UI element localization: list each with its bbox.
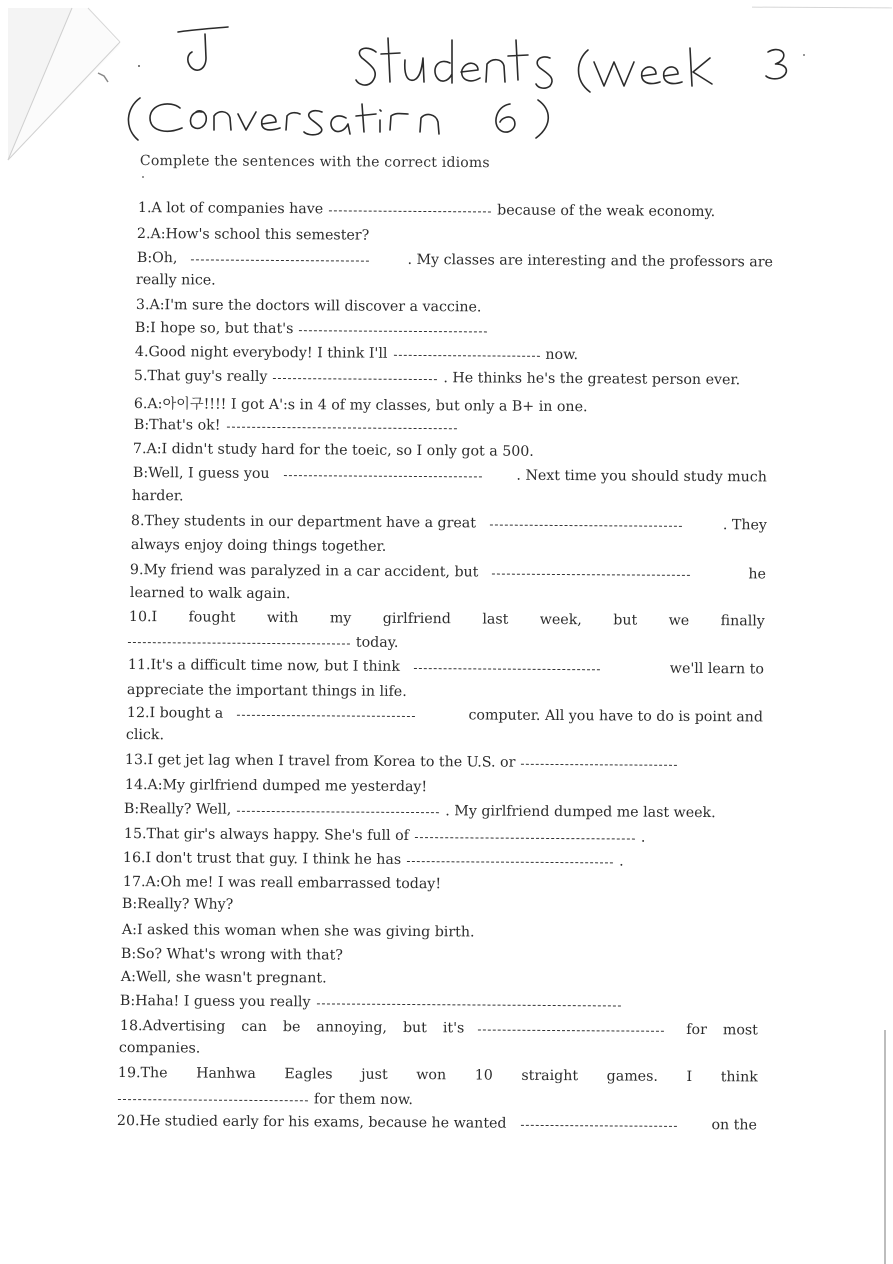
exercise-line (132, 488, 184, 504)
exercise-item-16 (123, 850, 624, 869)
exercise-item-19 (118, 1065, 758, 1085)
answer-blank[interactable] (492, 574, 690, 576)
line-text: B:So? What's wrong with that? (120, 946, 343, 964)
line-segment (117, 1113, 683, 1133)
line-text: Hanhwa (196, 1065, 256, 1082)
exercise-item-1 (138, 200, 748, 220)
exercise-item-6 (134, 393, 588, 416)
exercise-item-18 (120, 1018, 758, 1038)
answer-blank[interactable] (407, 861, 613, 863)
line-text: for (686, 1021, 707, 1039)
line-text: appreciate the important things in life. (126, 682, 407, 700)
line-text: for them now. (313, 1091, 413, 1109)
line-text: A:Well, she wasn't pregnant. (120, 969, 327, 987)
line-text: Eagles (284, 1066, 333, 1083)
line-text: really nice. (135, 272, 216, 289)
exercise-line (127, 682, 407, 700)
answer-blank[interactable] (128, 642, 350, 645)
line-text: 12.I bought a (126, 705, 224, 722)
line-text: straight (521, 1067, 579, 1085)
exercise-item-3 (136, 297, 482, 315)
exercise-item-8 (131, 513, 767, 533)
line-text: we'll learn to (669, 660, 764, 678)
line-text: . He thinks he's the greatest person ever. (443, 370, 741, 389)
line-text: last (482, 611, 509, 628)
line-text: B:I hope so, but that's (134, 320, 294, 338)
line-text: 7.A:I didn't study hard for the toeic, so I only got a 500. (132, 441, 534, 460)
exercise-line (119, 1040, 200, 1057)
answer-blank[interactable] (414, 668, 600, 670)
exercise-item-12 (127, 705, 763, 725)
line-text: 6.A:아이구!!!! I got A':s in 4 of my classes, but only a B+ in one. (133, 395, 588, 416)
line-text: 19.The (117, 1065, 168, 1082)
line-text: A:I asked this woman when she was giving birth. (121, 922, 475, 941)
line-text: . They (722, 517, 767, 534)
line-text: always enjoy doing things together. (130, 537, 387, 555)
line-text: 3.A:I'm sure the doctors will discover a vaccine. (135, 297, 482, 316)
line-text: B:Oh, (136, 250, 178, 267)
line-text: 5.That guy's really (133, 368, 268, 385)
line-text: 18.Advertising (119, 1018, 226, 1035)
line-text: companies. (118, 1040, 201, 1057)
answer-blank[interactable] (226, 427, 456, 430)
exercise-line (120, 993, 627, 1013)
line-text: finally (720, 613, 765, 630)
line-segment (137, 250, 376, 268)
line-text: but (613, 612, 638, 629)
line-text: . (619, 853, 624, 870)
line-text: B:Really? Why? (121, 896, 234, 913)
answer-blank[interactable] (329, 210, 491, 212)
exercise-line (122, 922, 475, 940)
answer-blank[interactable] (478, 1030, 664, 1032)
exercise-item-14 (125, 777, 427, 795)
line-segment (130, 562, 697, 582)
answer-blank[interactable] (237, 811, 439, 813)
exercise-line (121, 946, 343, 964)
answer-blank[interactable] (118, 1099, 308, 1101)
line-text: click. (125, 727, 165, 744)
line-text: because of the weak economy. (497, 202, 716, 221)
answer-blank[interactable] (237, 715, 415, 717)
line-text: 4.Good night everybody! I think I'll (134, 344, 388, 362)
line-text: 9.My friend was paralyzed in a car accident, but (129, 562, 479, 581)
exercise-item-20 (117, 1113, 757, 1133)
answer-blank[interactable] (393, 355, 539, 357)
line-text: 14.A:My girlfriend dumped me yesterday! (124, 777, 428, 796)
exercise-line (118, 1090, 413, 1108)
exercise-item-10 (129, 609, 765, 629)
exercise-line (133, 465, 767, 485)
line-text: fought (188, 609, 236, 626)
exercise-item-9 (130, 562, 766, 582)
line-text: 10.I (128, 609, 158, 626)
line-text: B:That's ok! (133, 417, 221, 434)
line-text: most (722, 1022, 758, 1039)
exercise-line (128, 633, 399, 651)
line-text: 8.They students in our department have a great (130, 513, 477, 532)
line-text: he (748, 566, 766, 583)
line-text: week, (539, 611, 582, 629)
instructions: Complete the sentences with the correct idioms (139, 153, 490, 172)
exercise-item-11 (128, 657, 764, 677)
exercise-item-4 (135, 344, 578, 363)
answer-blank[interactable] (490, 525, 682, 527)
line-text: my (329, 610, 352, 627)
answer-blank[interactable] (415, 837, 635, 840)
exercise-item-17 (123, 874, 441, 892)
line-text: 13.I get jet lag when I travel from Korea to the U.S. or (124, 752, 516, 771)
line-text: 15.That gir's always happy. She's full of (123, 826, 409, 844)
exercise-item-7 (133, 441, 534, 460)
answer-blank[interactable] (284, 475, 482, 477)
line-text: . (640, 829, 646, 846)
exercise-line (130, 585, 291, 602)
exercise-item-5 (134, 368, 764, 388)
line-text: 10 (474, 1067, 493, 1084)
answer-blank[interactable] (317, 1003, 621, 1006)
exercise-line (131, 537, 386, 555)
line-text: girlfriend (382, 610, 451, 628)
line-segment (133, 465, 488, 483)
exercise-line (137, 250, 773, 270)
line-text: today. (355, 634, 399, 651)
line-text: think (720, 1069, 758, 1086)
line-text: 17.A:Oh me! I was reall embarrassed today! (122, 874, 442, 893)
line-text: . My girlfriend dumped me last week. (445, 803, 716, 822)
line-text: computer. All you have to do is point and (468, 707, 763, 726)
exercise-item-2 (137, 226, 369, 244)
exercise-line (124, 801, 730, 821)
line-text: with (266, 609, 299, 627)
line-text: annoying, (316, 1019, 388, 1036)
line-text: on the (711, 1117, 757, 1134)
answer-blank[interactable] (273, 378, 437, 380)
line-text: B:Haha! I guess you really (119, 993, 311, 1011)
line-text: 11.It's a difficult time now, but I think (127, 657, 401, 675)
line-segment (127, 705, 421, 723)
line-text: can (241, 1018, 267, 1036)
exercise-line (134, 417, 463, 435)
exercise-line (135, 320, 494, 339)
line-text: 16.I don't trust that guy. I think he has (122, 850, 402, 868)
line-text: B:Well, I guess you (132, 465, 270, 482)
line-text: learned to walk again. (129, 585, 291, 603)
line-text: won (416, 1067, 447, 1084)
line-segment (131, 513, 688, 533)
answer-blank[interactable] (521, 1125, 677, 1127)
line-text: we (668, 612, 690, 629)
line-text: . Next time you should study much (516, 467, 767, 486)
line-text: 2.A:How's school this semester? (136, 226, 370, 244)
line-text: I (686, 1068, 693, 1086)
line-text: it's (442, 1020, 465, 1037)
exercise-line (122, 896, 233, 913)
line-text: games. (606, 1068, 658, 1085)
answer-blank[interactable] (191, 259, 369, 261)
line-text: harder. (131, 488, 184, 505)
line-text: 1.A lot of companies have (137, 200, 324, 218)
line-text: just (361, 1066, 388, 1083)
line-text: B:Really? Well, (123, 801, 232, 818)
answer-blank[interactable] (521, 764, 677, 766)
exercise-item-15 (124, 826, 646, 846)
line-text: now. (545, 346, 579, 364)
line-segment (443, 1020, 671, 1038)
line-text: 20.He studied early for his exams, because he wanted (116, 1113, 507, 1132)
line-text: . My classes are interesting and the professors are (407, 251, 773, 271)
exercise-line (126, 727, 164, 743)
line-segment (128, 657, 606, 676)
line-text: but (402, 1019, 427, 1037)
exercise-line (121, 969, 327, 986)
line-text: be (282, 1019, 301, 1036)
exercise-line (136, 272, 216, 289)
exercise-item-13 (125, 752, 684, 772)
answer-blank[interactable] (299, 330, 487, 332)
